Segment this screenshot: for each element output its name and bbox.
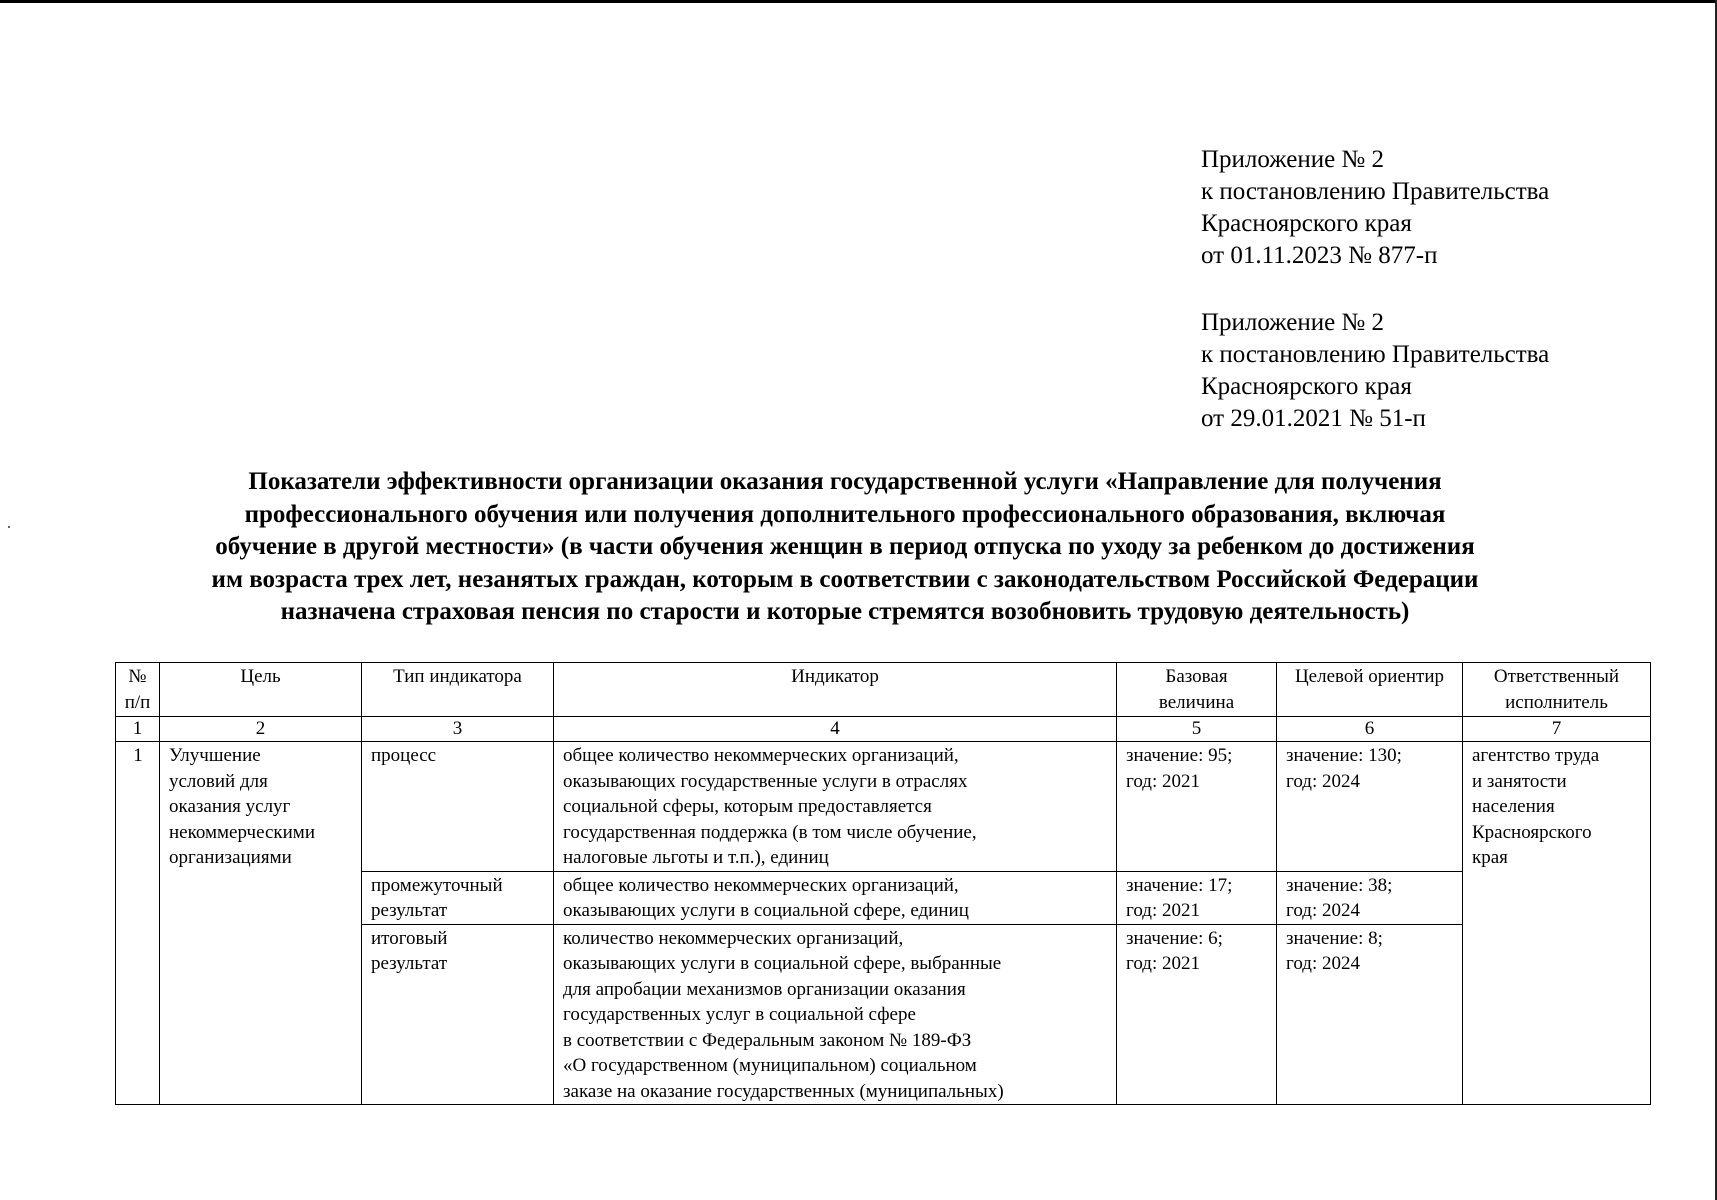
header-indicator: Индикатор [554, 663, 1117, 717]
target-value-cell: значение: 38; год: 2024 [1277, 871, 1463, 924]
indicator-cell: количество некоммерческих организаций, оказывающих услуги в социальной сфере, выбранные для апробации механизмов организации оказания государственных услуг в социальной сфере в соответствии с Федеральным законом № 189-ФЗ «О государственном (муниципальном) социальном заказе на оказание государственных (муниципальных) [554, 924, 1117, 1105]
title-line: профессионального обучения или получения дополнительного профессионального образования, включая [244, 500, 1446, 528]
table-header-row [116, 663, 1651, 717]
appendix-line: Красноярского края [1201, 210, 1412, 237]
appendix-header-previous [1201, 307, 1549, 435]
appendix-line: к постановлению Правительства [1201, 341, 1550, 368]
header-executor: Ответственный исполнитель [1463, 663, 1651, 717]
header-num: № п/п [116, 663, 160, 717]
title-line: назначена страховая пенсия по старости и которые стремятся возобновить трудовую деятельность) [280, 598, 1410, 625]
header-indicator-type: Тип индикатора [362, 663, 554, 717]
title-line: обучение в другой местности» (в части обучения женщин в период отпуска по уходу за ребенком до достижения [215, 533, 1475, 560]
appendix-line: Приложение № 2 [1201, 309, 1385, 336]
scan-edge-top [0, 0, 1717, 3]
indicators-table [115, 662, 1651, 1105]
column-number: 1 [116, 717, 160, 742]
column-number: 7 [1463, 717, 1651, 742]
indicator-cell: общее количество некоммерческих организаций, оказывающих услуги в социальной сфере, единиц [554, 871, 1117, 924]
column-number: 4 [554, 717, 1117, 742]
header-goal: Цель [160, 663, 362, 717]
goal-cell: Улучшение условий для оказания услуг некоммерческими организациями [160, 742, 362, 1105]
target-value-cell: значение: 130; год: 2024 [1277, 742, 1463, 872]
indicator-type-cell: итоговый результат [362, 924, 554, 1105]
base-value-cell: значение: 95; год: 2021 [1117, 742, 1277, 872]
appendix-header-current [1201, 144, 1549, 272]
column-number: 6 [1277, 717, 1463, 742]
column-number-row [116, 717, 1651, 742]
base-value-cell: значение: 6; год: 2021 [1117, 924, 1277, 1105]
appendix-line: к постановлению Правительства [1201, 178, 1550, 205]
title-line: Показатели эффективности организации оказания государственной услуги «Направление для получения [248, 468, 1442, 495]
appendix-line: Приложение № 2 [1201, 146, 1385, 173]
target-value-cell: значение: 8; год: 2024 [1277, 924, 1463, 1105]
header-base-value: Базовая величина [1117, 663, 1277, 717]
appendix-line: Красноярского края [1201, 373, 1412, 400]
title-line: им возраста трех лет, незанятых граждан, которым в соответствии с законодательством Российской Федерации [211, 565, 1479, 593]
executor-cell: агентство труда и занятости населения Красноярского края [1463, 742, 1651, 1105]
appendix-line: от 01.11.2023 № 877-п [1201, 242, 1438, 269]
indicator-cell: общее количество некоммерческих организаций, оказывающих государственные услуги в отраслях социальной сферы, которым предоставляется государственная поддержка (в том числе обучение, налоговые льготы и т.п.), единиц [554, 742, 1117, 872]
column-number: 2 [160, 717, 362, 742]
base-value-cell: значение: 17; год: 2021 [1117, 871, 1277, 924]
column-number: 5 [1117, 717, 1277, 742]
scan-speck [8, 526, 10, 528]
indicator-type-cell: промежуточный результат [362, 871, 554, 924]
indicator-type-cell: процесс [362, 742, 554, 872]
row-number: 1 [116, 742, 160, 1105]
header-target: Целевой ориентир [1277, 663, 1463, 717]
document-title [100, 466, 1590, 629]
column-number: 3 [362, 717, 554, 742]
table-row [116, 742, 1651, 872]
appendix-line: от 29.01.2021 № 51-п [1201, 405, 1426, 432]
